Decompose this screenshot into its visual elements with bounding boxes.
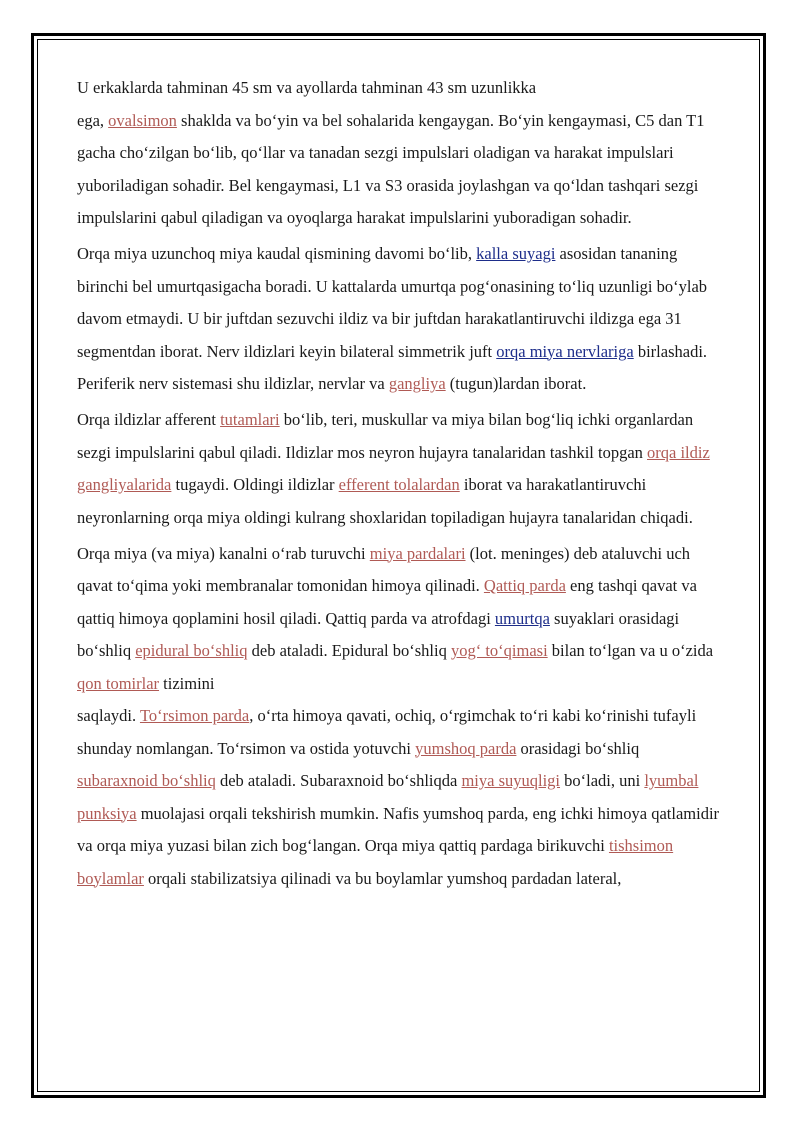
body-text: bo‘lib, teri, muskullar va miya bilan bog‘liq ichki organlardan sezgi impulslarini qabul qiladi. Ildizlar mos neyron hujayra tanalaridan tashkil topgan	[77, 410, 694, 462]
body-text: bo‘ladi, uni	[560, 771, 645, 790]
body-text: Orqa ildizlar afferent	[77, 410, 221, 429]
hyperlink[interactable]: orqa ildiz gangliyalarida	[77, 442, 710, 494]
hyperlink[interactable]: lyumbal punksiya	[77, 771, 699, 823]
hyperlink[interactable]: Qattiq parda	[483, 576, 566, 595]
body-text: Orqa miya uzunchoq miya kaudal qismining davomi bo‘lib,	[77, 244, 477, 263]
body-text: ega,	[77, 110, 109, 130]
body-text: (lot. meninges) deb ataluvchi uch qavat to‘qima yoki membranalar tomonidan himoya qilinadi.	[77, 543, 691, 595]
hyperlink[interactable]: tutamlari	[220, 410, 280, 429]
hyperlink[interactable]: kalla suyagi	[476, 244, 556, 263]
body-text: tizimini	[159, 673, 215, 693]
hyperlink[interactable]: subaraxnoid bo‘shliq	[77, 771, 216, 790]
body-text: Orqa miya (va miya) kanalni o‘rab turuvchi	[77, 543, 370, 563]
body-text: deb ataladi. Subaraxnoid bo‘shliqda	[215, 771, 462, 790]
body-text: (tugun)lardan iborat.	[445, 374, 587, 393]
hyperlink[interactable]: tishsimon boylamlar	[77, 836, 674, 888]
hyperlink[interactable]: efferent tolalardan	[338, 475, 460, 494]
body-text: eng tashqi qavat va qattiq himoya qoplamini hosil qiladi. Qattiq parda va atrofdagi	[77, 576, 697, 628]
body-text: asosidan tananing birinchi bel umurtqasigacha boradi. U kattalarda umurtqa pog‘onasining to‘liq uzunligi bo‘ylab davom etmaydi. U bir juftdan sezuvchi ildiz va bir juftdan harakatlantiruvchi ildizga ega 31 segmentdan iborat. Nerv ildizlari keyin bilateral simmetrik juft	[77, 244, 708, 361]
document-body	[77, 72, 723, 899]
hyperlink[interactable]: ovalsimon	[108, 110, 177, 130]
body-text: birlashadi. Periferik nerv sistemasi shu ildizlar, nervlar va	[77, 341, 708, 393]
body-text: orqali stabilizatsiya qilinadi va bu boylamlar yumshoq pardadan lateral,	[143, 868, 622, 888]
body-text: U erkaklarda tahminan 45 sm va ayollarda tahminan 43 sm uzunlikka	[77, 78, 537, 97]
body-text: muolajasi orqali tekshirish mumkin. Nafis yumshoq parda, eng ichki himoya qatlamidir va orqa miya yuzasi bilan zich bog‘langan. Orqa miya qattiq pardaga birikuvchi	[77, 803, 720, 855]
body-text: tugaydi. Oldingi ildizlar	[171, 475, 339, 494]
hyperlink[interactable]: miya pardalari	[369, 543, 466, 563]
hyperlink[interactable]: epidural bo‘shliq	[135, 641, 248, 660]
hyperlink[interactable]: yumshoq parda	[415, 738, 517, 758]
hyperlink[interactable]: yog‘ to‘qimasi	[450, 641, 548, 660]
body-text: bilan to‘lgan va u o‘zida	[547, 641, 714, 660]
hyperlink[interactable]: orqa miya nervlariga	[496, 341, 634, 361]
body-text: shaklda va bo‘yin va bel sohalarida kengaygan. Bo‘yin kengaymasi, C5 dan T1 gacha cho‘zilgan bo‘lib, qo‘llar va tanadan sezgi impulslari oladigan va harakat impulslari yuboriladigan sohadir. Bel kengaymasi, L1 va S3 orasida joylashgan va qo‘ldan tashqari sezgi impulslarini qabul qiladigan va oyoqlarga harakat impulslarini yuboradigan sohadir.	[77, 110, 705, 227]
hyperlink[interactable]: gangliya	[388, 374, 446, 393]
paragraph	[77, 72, 723, 235]
body-text: iborat va harakatlantiruvchi neyronlarning orqa miya oldingi kulrang shoxlaridan topiladigan hujayra tanalaridan chiqadi.	[77, 475, 693, 527]
hyperlink[interactable]: miya suyuqligi	[461, 771, 561, 790]
body-text: , o‘rta himoya qavati, ochiq, o‘rgimchak to‘ri kabi ko‘rinishi tufayli shunday nomlangan. To‘rsimon va ostida yotuvchi	[77, 706, 697, 758]
hyperlink[interactable]: umurtqa	[494, 608, 550, 628]
body-text: orasidagi bo‘shliq	[516, 738, 640, 758]
body-text: suyaklari orasidagi bo‘shliq	[77, 608, 680, 660]
body-text: deb ataladi. Epidural bo‘shliq	[247, 641, 451, 660]
paragraph	[77, 404, 723, 534]
paragraph	[77, 238, 723, 401]
body-text: saqlaydi.	[77, 706, 140, 725]
paragraph	[77, 538, 723, 896]
hyperlink[interactable]: qon tomirlar	[77, 673, 160, 693]
hyperlink[interactable]: To‘rsimon parda	[139, 706, 250, 725]
